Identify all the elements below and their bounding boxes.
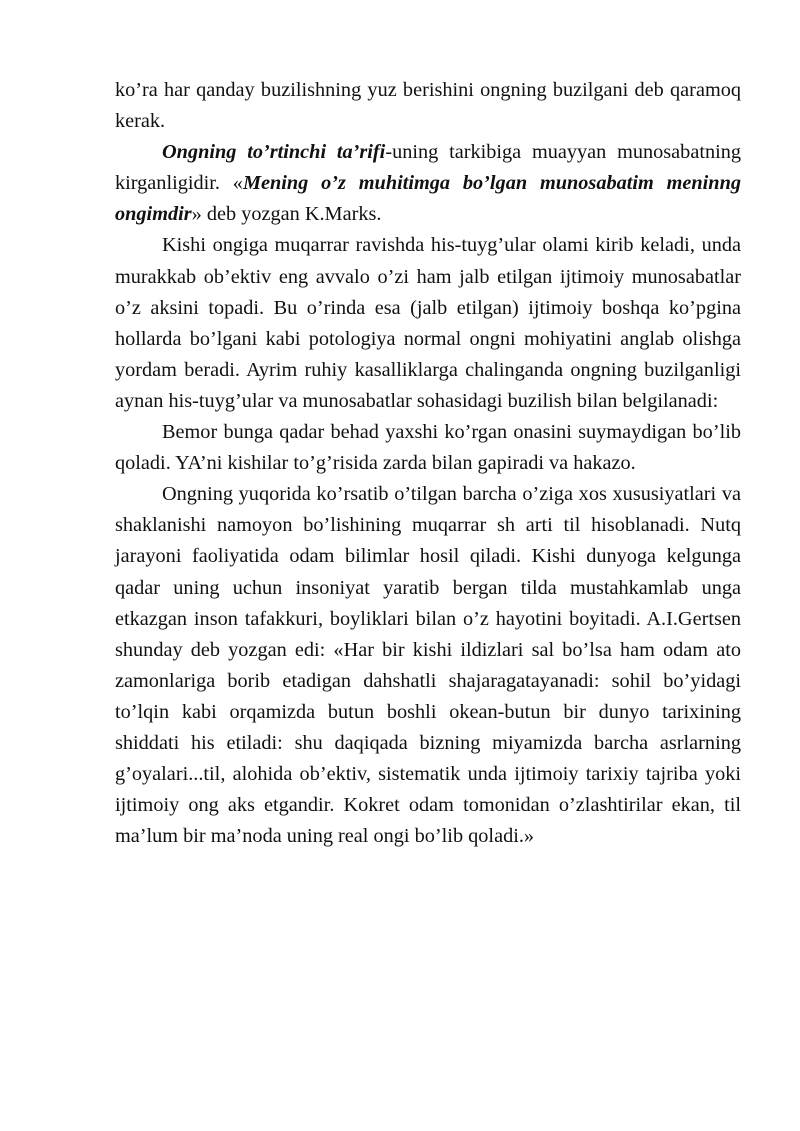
emphasis-quote: Mening o’z muhitimga bo’lgan munosabatim meninng ongimdir	[115, 172, 742, 226]
paragraph-5	[115, 479, 741, 852]
paragraph-2-attribution: » deb yozgan K.Marks.	[191, 203, 382, 226]
paragraph-5-text: Ongning yuqorida ko’rsatib o’tilgan barcha o’ziga xos xususiyatlari va shaklanishi namoyon bo’lishining muqarrar sh arti til hisoblanadi. Nutq jarayoni faoliyatida odam bilimlar hosil qiladi. Kishi dunyoga kelgunga qadar uning uchun insoniyat yaratib bergan tilda mustahkamlab unga etkazgan inson tafakkuri, boyliklari bilan o’z hayotini boyitadi. A.I.Gertsen shunday deb yozgan edi: «Har bir kishi ildizlari sal bo’lsa ham odam ato zamonlariga borib etadigan dahshatli shajaragatayanadi: sohil bo’yidagi to’lqin kabi orqamizda butun boshli okean-butun bir dunyo tarixining shiddati his etiladi: shu daqiqada bizning miyamizda barcha asrlarning g’oyalari...til, alohida ob’ektiv, sistematik unda ijtimoiy tarixiy tajriba yoki ijtimoiy ong aks etgandir. Kokret odam tomonidan o’zlashtirilar ekan, til ma’lum bir ma’noda uning real ongi bo’lib qoladi.»	[115, 483, 741, 848]
paragraph-2-text: -uning tarkibiga muayyan munosabatning kirganligidir. «	[115, 141, 742, 195]
document-page	[115, 75, 741, 852]
paragraph-1	[115, 75, 741, 137]
paragraph-2	[115, 137, 741, 230]
paragraph-3	[115, 230, 741, 417]
emphasis-term: Ongning to’rtinchi ta’rifi	[162, 141, 386, 164]
paragraph-3-text: Kishi ongiga muqarrar ravishda his-tuyg’ular olami kirib keladi, unda murakkab ob’ektiv eng avvalo o’zi ham jalb etilgan ijtimoiy munosabatlar o’z aksini topadi. Bu o’rinda esa (jalb etilgan) ijtimoiy boshqa ko’pgina hollarda bo’lgani kabi potologiya normal ongni mohiyatini anglab olishga yordam beradi. Ayrim ruhiy kasalliklarga chalinganda ongning buzilganligi aynan his-tuyg’ular va munosabatlar sohasidagi buzilish bilan belgilanadi:	[115, 234, 741, 412]
paragraph-4	[115, 417, 741, 479]
paragraph-1-text: ko’ra har qanday buzilishning yuz berishini ongning buzilgani deb qaramoq kerak.	[115, 79, 741, 133]
paragraph-4-text: Bemor bunga qadar behad yaxshi ko’rgan onasini suymaydigan bo’lib qoladi. YA’ni kishilar to’g’risida zarda bilan gapiradi va hakazo.	[115, 421, 741, 475]
